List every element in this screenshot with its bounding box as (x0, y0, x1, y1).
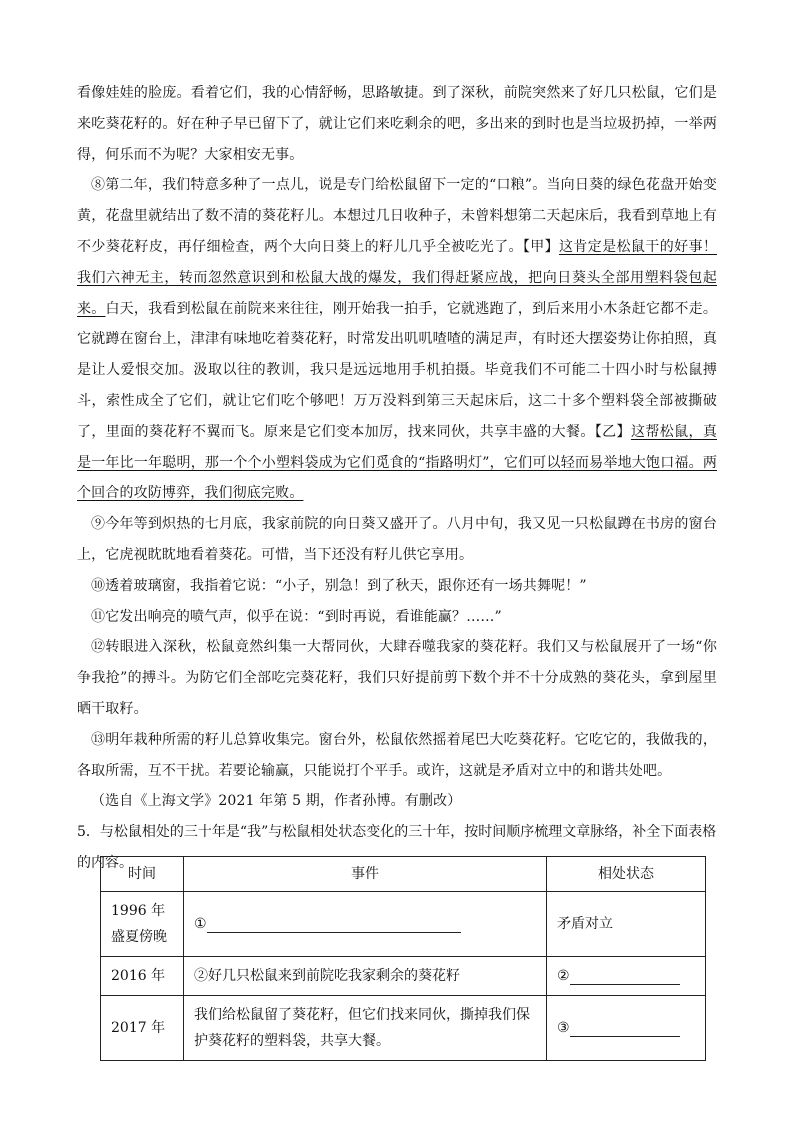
cell-event: 我们给松鼠留了葵花籽，但它们找来同伙，撕掉我们保护葵花籽的塑料袋，共享大餐。 (184, 996, 547, 1061)
table-row (101, 996, 706, 1061)
question-5: 5．与松鼠相处的三十年是“我”与松鼠相处状态变化的三十年，按时间顺序梳理文章脉络，补全下面表格的内容。 (77, 824, 717, 871)
table-header-row (101, 857, 706, 892)
table-row (101, 892, 706, 957)
cell-event (184, 892, 547, 957)
cell-state: 矛盾对立 (547, 892, 706, 957)
cell-time: 2016 年 (101, 957, 184, 996)
cell-event: ②好几只松鼠来到前院吃我家剩余的葵花籽 (184, 957, 547, 996)
header-event: 事件 (184, 857, 547, 892)
paragraph-8-part-a: ⑧第二年，我们特意多种了一点儿，说是专门给松鼠留下一定的“口粮”。当向日葵的绿色花盘开始变黄，花盘里就结出了数不清的葵花籽儿。本想过几日收种子，未曾料想第二天起床后，我看到草地上有不少葵花籽皮，再仔细检查，两个大向日葵上的籽儿几乎全被吃光了。 (77, 177, 717, 255)
paragraph-continued: 看像娃娃的脸庞。看着它们，我的心情舒畅，思路敏捷。到了深秋，前院突然来了好几只松鼠，它们是来吃葵花籽的。好在种子早已留下了，就让它们来吃剩余的吧，多出来的到时也是当垃圾扔掉，一举两得，何乐而不为呢？大家相安无事。 (77, 85, 717, 163)
cell-state (547, 996, 706, 1061)
answer-blank-2[interactable] (570, 968, 680, 985)
paragraph-10: ⑩透着玻璃窗，我指着它说：“小子，别急！到了秋天，跟你还有一场共舞呢！” (91, 577, 587, 594)
underlined-sentence-jia: 这肯定是松鼠干的好事！我们六神无主，转而忽然意识到和松鼠大战的爆发，我们得赶紧应战，把向日葵头全部用塑料袋包起来。 (77, 238, 717, 317)
paragraph-12: ⑫转眼进入深秋，松鼠竟然纠集一大帮同伙，大肆吞噬我家的葵花籽。我们又与松鼠展开了一场“你争我抢”的搏斗。为防它们全部吃完葵花籽，我们只好提前剪下数个并不十分成熟的葵花头，拿到屋里晒干取籽。 (77, 639, 717, 717)
cell-time: 2017 年 (101, 996, 184, 1061)
paragraph-11: ⑪它发出响亮的喷气声，似乎在说：“到时再说，看谁能赢？……” (91, 608, 502, 625)
answer-table (100, 856, 706, 1061)
paragraph-9: ⑨今年等到炽热的七月底，我家前院的向日葵又盛开了。八月中旬，我又见一只松鼠蹲在书房的窗台上，它虎视眈眈地看着葵花。可惜，当下还没有籽儿供它享用。 (77, 516, 717, 563)
mark-jia: 【甲】 (522, 238, 560, 255)
cell-state (547, 957, 706, 996)
circled-number: ② (557, 968, 570, 984)
header-state: 相处状态 (547, 857, 706, 892)
circled-number: ③ (557, 1020, 570, 1036)
article-body (77, 78, 717, 879)
circled-number: ① (194, 916, 207, 932)
underlined-sentence-yi: 这帮松鼠，真是一年比一年聪明，那一个个小塑料袋成为它们觅食的“指路明灯”，它们可以轻而易举地大饱口福。两个回合的攻防博弈，我们彻底完败。 (77, 423, 718, 502)
paragraph-8 (77, 170, 717, 509)
mark-yi: 【乙】 (594, 423, 631, 440)
source-citation: （选自《上海文学》2021 年第 5 期，作者孙博。有删改） (91, 793, 462, 810)
cell-time: 1996 年盛夏傍晚 (101, 892, 184, 957)
answer-blank-3[interactable] (570, 1020, 680, 1037)
answer-blank-1[interactable] (207, 916, 461, 933)
paragraph-8-part-b: 白天，我看到松鼠在前院来来往往，刚开始我一拍手，它就逃跑了，到后来用小木条赶它都不走。它就蹲在窗台上，津津有味地吃着葵花籽，时常发出叽叽喳喳的满足声，有时还大摆姿势让你拍照，真是让人爱恨交加。汲取以往的教训，我只是远远地用手机拍摄。毕竟我们不可能二十四小时与松鼠搏斗，索性成全了它们，就让它们吃个够吧！万万没料到第三天起床后，这二十多个塑料袋全部被撕破了，里面的葵花籽不翼而飞。原来是它们变本加厉，找来同伙，共享丰盛的大餐。 (77, 300, 717, 440)
paragraph-13: ⑬明年栽种所需的籽儿总算收集完。窗台外，松鼠依然摇着尾巴大吃葵花籽。它吃它的，我做我的，各取所需，互不干扰。若要论输赢，只能说打个平手。或许，这就是矛盾对立中的和谐共处吧。 (77, 731, 717, 779)
table-row (101, 957, 706, 996)
header-time: 时间 (101, 857, 184, 892)
